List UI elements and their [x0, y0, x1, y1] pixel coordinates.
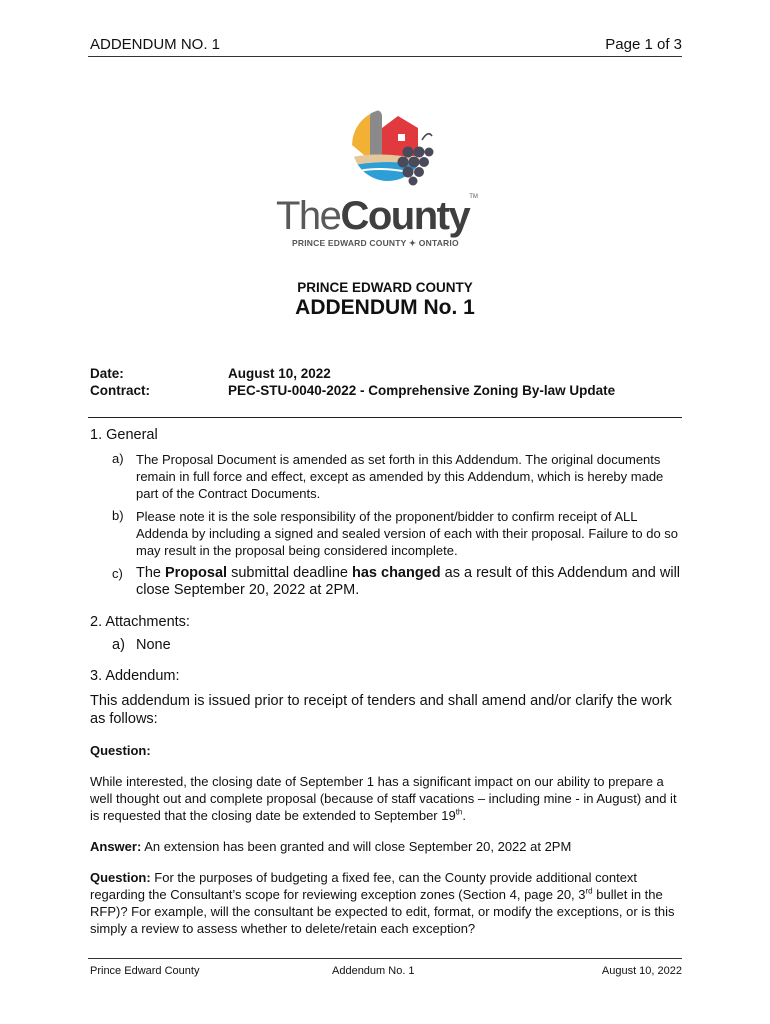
general-b-text: Please note it is the sole responsibility of the proponent/bidder to confirm receipt of ALL Addenda by including a signed and sealed version of each with their proposal. Failure to do so may result in the proposal being considered incomplete.: [136, 509, 679, 558]
question-label: Question:: [90, 743, 151, 758]
grape-vine-icon: [422, 134, 432, 140]
wordmark-subtitle: PRINCE EDWARD COUNTY ✦ ONTARIO: [292, 238, 459, 248]
general-c-letter: c): [112, 566, 123, 581]
page-title: ADDENDUM No. 1: [295, 296, 475, 319]
question-2: [90, 869, 682, 937]
section-general-heading: 1. General: [90, 427, 158, 443]
county-wordmark: [276, 194, 506, 239]
c-text-pre: The: [136, 565, 166, 581]
header-page-number: Page 1 of 3: [605, 36, 682, 53]
meta-divider: [88, 417, 682, 418]
grapes-icon: [398, 147, 434, 186]
attachments-a-text: None: [136, 637, 171, 653]
barn-window: [398, 134, 405, 141]
gold-shape: [352, 114, 370, 160]
footer-center: Addendum No. 1: [332, 965, 415, 977]
general-a-text: The Proposal Document is amended as set forth in this Addendum. The original documents remain in full force and effect, except as amended by this Addendum, which is hereby made part of the Contract Documents.: [136, 452, 664, 501]
answer-label: Answer:: [90, 839, 142, 854]
footer-right: August 10, 2022: [601, 965, 682, 977]
county-logo-emblem: [348, 100, 434, 190]
q1-text-pre: While interested, the closing date of September 1 has a significant impact on our ability to prepare a well thought out and complete proposal (because of staff vacations – including mine - in August) and it is requested that the closing date be extended to September 19: [90, 774, 677, 823]
footer-left: Prince Edward County: [90, 965, 200, 977]
q2-text-post: bullet in the RFP)? For example, will the consultant be expected to edit, format, or modify the exceptions, or is this simply a review to assess whether to delete/retain each exception?: [90, 887, 675, 936]
date-value: August 10, 2022: [228, 366, 331, 381]
header-divider: [88, 56, 682, 57]
q2-text-sup: rd: [585, 886, 593, 896]
addendum-intro: This addendum is issued prior to receipt of tenders and shall amend and/or clarify the work as follows:: [90, 693, 672, 727]
q1-text-post: .: [462, 808, 466, 823]
answer-text: An extension has been granted and will close September 20, 2022 at 2PM: [141, 839, 572, 854]
general-a-letter: a): [112, 451, 124, 466]
question-1-text: [90, 773, 682, 824]
question-2-label: Question:: [90, 870, 151, 885]
answer-1: [90, 838, 682, 855]
header-doc-title: ADDENDUM NO. 1: [90, 36, 221, 53]
silo-shape: [370, 110, 382, 160]
c-text-post: as a result of this Addendum and will close September 20, 2022 at 2PM.: [136, 565, 681, 598]
q2-text-pre: For the purposes of budgeting a fixed fee, can the County provide additional context regarding the Consultant’s scope for reviewing exception zones (Section 4, page 20, 3: [90, 870, 638, 902]
contract-label: Contract:: [90, 383, 150, 398]
org-name: PRINCE EDWARD COUNTY: [297, 280, 473, 295]
c-text-bold-changed: has changed: [352, 565, 441, 581]
q1-text-sup: th: [455, 807, 463, 817]
wordmark-county: County: [340, 194, 470, 238]
general-c-text: [136, 565, 681, 599]
c-text-mid: submittal deadline: [227, 565, 352, 581]
wordmark-the: The: [276, 194, 341, 238]
date-label: Date:: [90, 366, 124, 381]
general-b-letter: b): [112, 508, 124, 523]
section-addendum-heading: 3. Addendum:: [90, 668, 180, 684]
c-text-bold-proposal: Proposal: [165, 565, 228, 581]
section-attachments-heading: 2. Attachments:: [90, 614, 190, 630]
attachments-a-letter: a): [112, 637, 125, 653]
footer-divider: [88, 958, 682, 959]
wordmark-trademark: TM: [469, 194, 478, 200]
contract-value: PEC-STU-0040-2022 - Comprehensive Zoning By-law Update: [228, 383, 616, 398]
